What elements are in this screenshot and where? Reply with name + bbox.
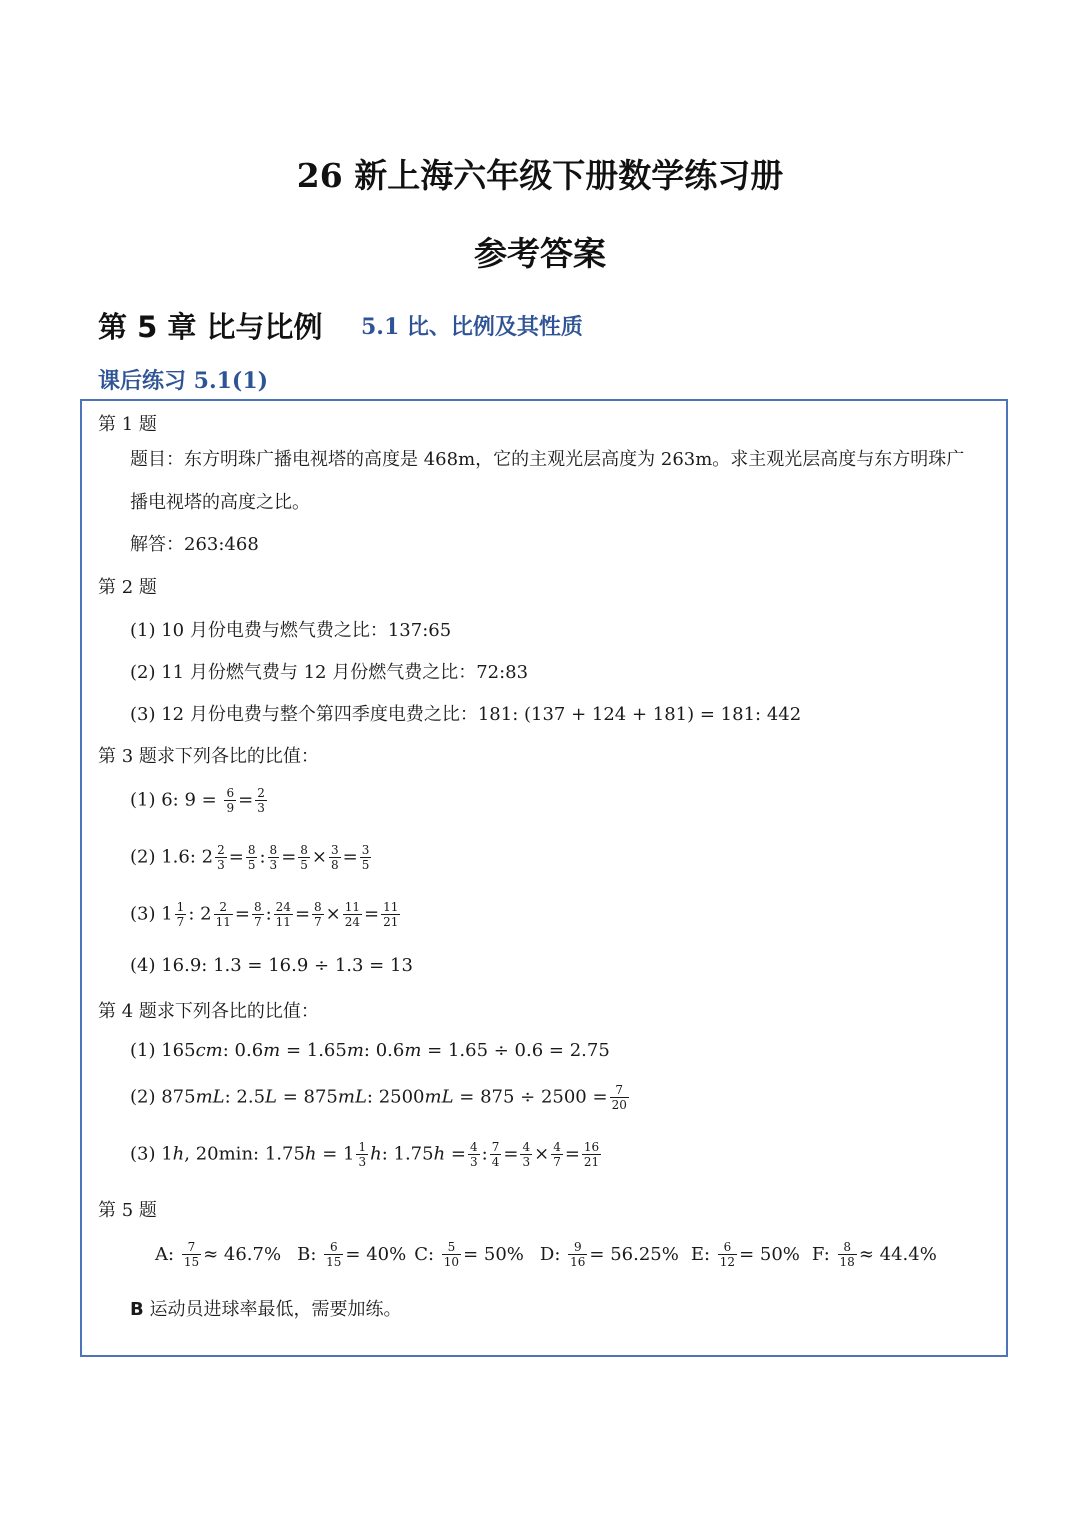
rate-item-c: C: $\frac{5}{10}$ = 50% xyxy=(414,1240,524,1269)
rate-item-b: B: $\frac{6}{15}$ = 40% xyxy=(297,1240,407,1269)
q4-answer-1: (1) 165cm: 0.6m = 1.65m: 0.6m = 1.65 ÷ 0.6 = 2.75 xyxy=(130,1040,610,1061)
q3-answer-2-lead: (2) 1.6: 2 xyxy=(130,846,214,868)
fraction: $\frac{2}{3}$ xyxy=(217,843,225,872)
fraction: $\frac{7}{4}$ xyxy=(491,1140,500,1169)
q4-answer-2-lead: (2) 875 xyxy=(130,1086,196,1108)
q5-conclusion-b: B xyxy=(130,1299,144,1320)
section-heading: 5.1 比、比例及其性质 xyxy=(361,314,583,340)
chapter-heading: 第 5 章 比与比例 xyxy=(98,310,323,344)
fraction: $\frac{11}{21}$ xyxy=(383,900,399,929)
document-subtitle: 参考答案 xyxy=(474,234,606,273)
q1-heading: 第 1 题 xyxy=(98,414,157,435)
q2-answer-2: (2) 11 月份燃气费与 12 月份燃气费之比：72:83 xyxy=(130,662,529,683)
rate-item-f: F: $\frac{8}{18}$ ≈ 44.4% xyxy=(811,1240,937,1269)
q4-answer-1-lead: (1) 165 xyxy=(130,1040,196,1061)
fraction: $\frac{1}{3}$ xyxy=(358,1140,367,1169)
q2-answer-1: (1) 10 月份电费与燃气费之比：137:65 xyxy=(130,620,452,641)
q3-answer-1: (1) 6: 9 = $\frac{6}{9}$ = $\frac{2}{3}$ xyxy=(130,786,265,815)
fraction: $\frac{8}{7}$ xyxy=(314,900,322,929)
q3-answer-2: (2) 1.6: 2 $\frac{2}{3}$ = $\frac{8}{5}$ : $\frac{8}{3}$ = $\frac{8}{5}$ × $\frac{3}{8}$ = $\frac{3}{5}$ xyxy=(130,843,370,872)
fraction: $\frac{8}{3}$ xyxy=(269,843,278,872)
q3-answer-3: (3) 1 $\frac{1}{7}$ : 2 $\frac{2}{11}$ = $\frac{8}{7}$ : $\frac{24}{11}$ = $\frac{8}{7}$ × $\frac{11}{24}$ = $\frac{11}{21}$ xyxy=(130,900,399,929)
fraction: $\frac{1}{7}$ xyxy=(176,900,185,929)
fraction: $\frac{16}{21}$ xyxy=(583,1140,600,1169)
fraction: $\frac{8}{5}$ xyxy=(247,843,256,872)
q4-heading: 第 4 题求下列各比的比值： xyxy=(98,1001,319,1022)
rate-item-e: E: $\frac{6}{12}$ = 50% xyxy=(690,1240,800,1269)
q3-answer-1-lead: (1) 6: 9 = xyxy=(130,789,217,811)
q5-rates xyxy=(155,1240,937,1269)
rate-item-d: D: $\frac{9}{16}$ = 56.25% xyxy=(539,1240,679,1269)
fraction: $\frac{4}{7}$ xyxy=(553,1140,561,1169)
q3-answer-3-lead: (3) 1 xyxy=(130,903,173,925)
q5-conclusion-text: 运动员进球率最低，需要加练。 xyxy=(143,1299,402,1320)
exercise-heading: 课后练习 5.1(1) xyxy=(98,368,269,394)
document-title: 26 新上海六年级下册数学练习册 xyxy=(296,156,784,195)
q4-answer-3-lead: (3) 1 xyxy=(130,1143,173,1165)
q5-conclusion xyxy=(130,1295,401,1321)
fraction: $\frac{8}{7}$ xyxy=(253,900,262,929)
fraction: $\frac{7}{20}$ xyxy=(611,1083,627,1112)
q1-text-line2: 播电视塔的高度之比。 xyxy=(130,492,310,513)
fraction: $\frac{2}{11}$ xyxy=(215,900,231,929)
fraction: $\frac{4}{3}$ xyxy=(522,1140,531,1169)
fraction: $\frac{11}{24}$ xyxy=(344,900,361,929)
q3-heading: 第 3 题求下列各比的比值： xyxy=(98,746,319,767)
fraction: $\frac{3}{8}$ xyxy=(331,843,339,872)
q3-answer-4: (4) 16.9: 1.3 = 16.9 ÷ 1.3 = 13 xyxy=(130,955,413,976)
fraction: $\frac{24}{11}$ xyxy=(275,900,291,929)
q4-answer-3: (3) 1h, 20min: 1.75h = 1 $\frac{1}{3}$ h: 1.75h = $\frac{4}{3}$ : $\frac{7}{4}$ = $\frac{4}{3}$ × $\frac{4}{7}$ = $\frac{16}{21}$ xyxy=(130,1140,600,1169)
q5-heading: 第 5 题 xyxy=(98,1200,157,1221)
q2-answer-3: (3) 12 月份电费与整个第四季度电费之比：181: (137 + 124 + 181) = 181: 442 xyxy=(130,704,802,725)
q1-answer: 解答：263:468 xyxy=(130,534,259,555)
q1-text-line1: 题目：东方明珠广播电视塔的高度是 468m，它的主观光层高度为 263m。求主观光层高度与东方明珠广 xyxy=(130,449,965,470)
fraction: $\frac{2}{3}$ xyxy=(257,786,265,815)
q2-heading: 第 2 题 xyxy=(98,577,157,598)
fraction: $\frac{8}{5}$ xyxy=(300,843,308,872)
fraction: $\frac{6}{9}$ xyxy=(226,786,235,815)
rate-item-a: A: $\frac{7}{15}$ ≈ 46.7% xyxy=(155,1240,282,1269)
fraction: $\frac{3}{5}$ xyxy=(361,843,370,872)
fraction: $\frac{4}{3}$ xyxy=(470,1140,478,1169)
q4-answer-2: (2) 875mL: 2.5L = 875mL: 2500mL = 875 ÷ 2500 = $\frac{7}{20}$ xyxy=(130,1083,627,1112)
